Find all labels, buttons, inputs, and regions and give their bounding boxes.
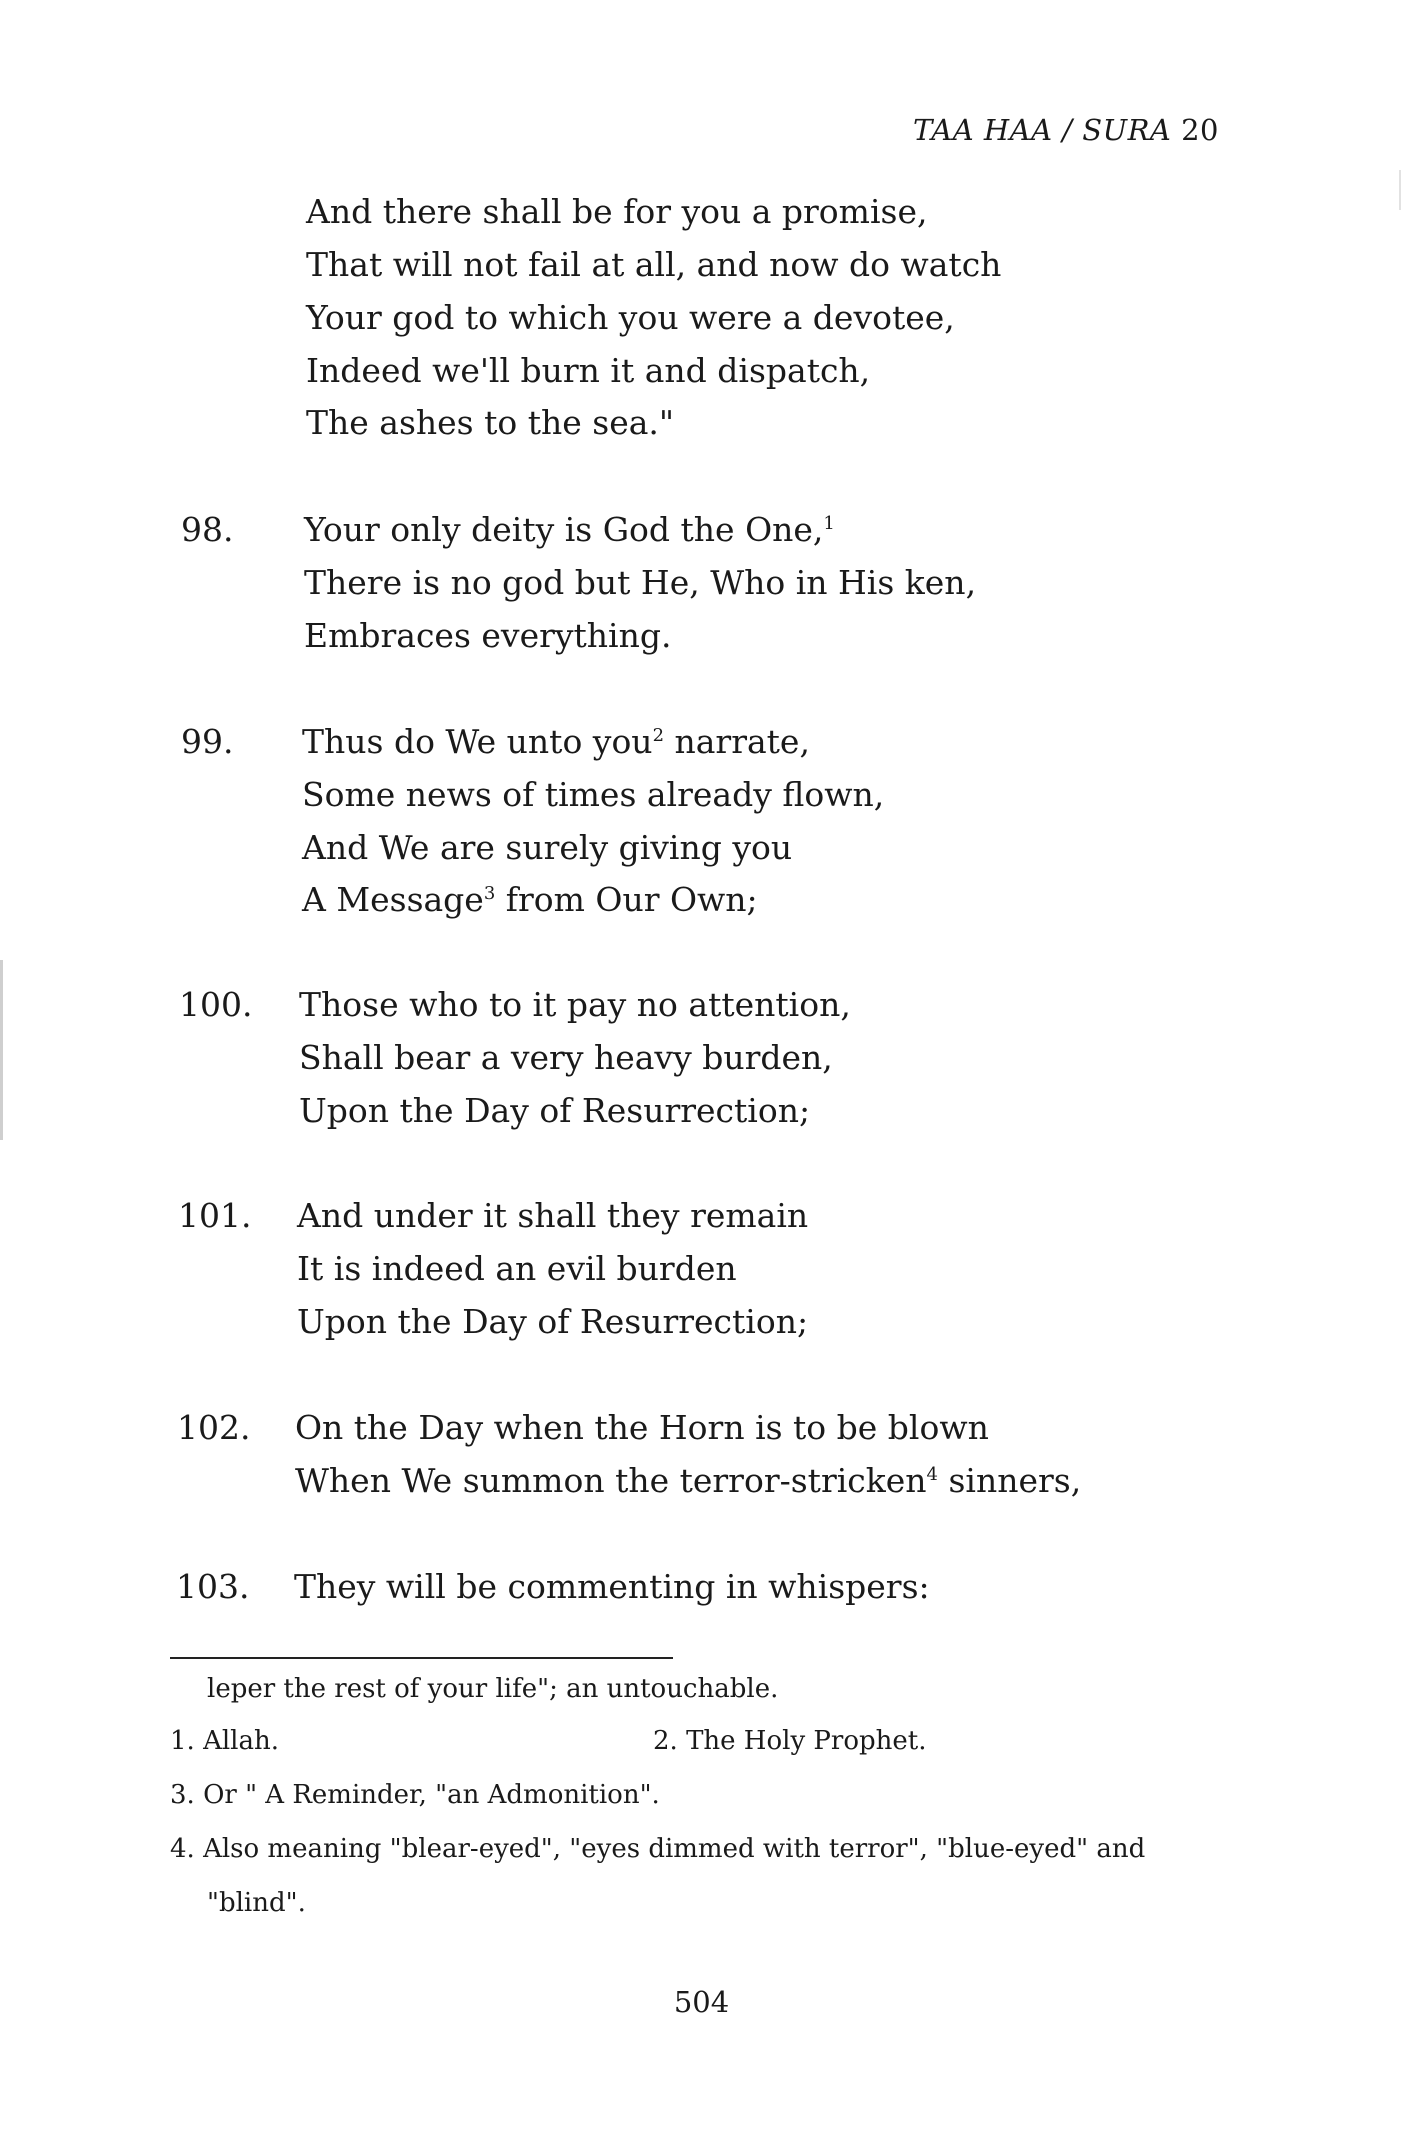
- footnote-1: 1. Allah.: [170, 1726, 279, 1756]
- verse-number: 103.: [176, 1567, 250, 1606]
- verse-text: narrate,: [664, 722, 810, 761]
- footnote-4-continuation: "blind".: [207, 1888, 306, 1918]
- footnote-ref: 3: [483, 883, 496, 904]
- verse-line: [304, 510, 835, 549]
- footnote-2: 2. The Holy Prophet.: [653, 1726, 927, 1756]
- verse-number: 102.: [177, 1408, 251, 1447]
- verse-line: [302, 722, 810, 761]
- verse-line: On the Day when the Horn is to be blown: [295, 1408, 989, 1447]
- verse-text: sinners,: [937, 1461, 1082, 1500]
- header-title: TAA HAA / SURA: [913, 113, 1172, 147]
- intro-line: That will not fail at all, and now do watch: [306, 245, 1002, 284]
- running-header: [913, 113, 1219, 147]
- verse-text: Your only deity is God the One,: [304, 510, 824, 549]
- header-sura-number: 20: [1181, 113, 1219, 147]
- scan-edge-mark: [1399, 170, 1401, 210]
- scan-edge-shadow: [0, 960, 3, 1140]
- verse-line: Upon the Day of Resurrection;: [297, 1302, 809, 1341]
- verse-line: There is no god but He, Who in His ken,: [304, 563, 977, 602]
- footnote-3: 3. Or " A Reminder, "an Admonition".: [170, 1780, 660, 1810]
- verse-line: [302, 880, 758, 919]
- verse-text: A Message: [302, 880, 484, 919]
- verse-line: Embraces everything.: [304, 616, 672, 655]
- verse-line: Shall bear a very heavy burden,: [299, 1038, 833, 1077]
- page-number: 504: [673, 1985, 730, 2019]
- verse-line: And under it shall they remain: [297, 1196, 809, 1235]
- verse-text: from Our Own;: [495, 880, 758, 919]
- verse-line: They will be commenting in whispers:: [294, 1567, 930, 1606]
- verse-text: Thus do We unto you: [302, 722, 653, 761]
- footnote-4: 4. Also meaning "blear-eyed", "eyes dimmed with terror", "blue-eyed" and: [170, 1834, 1146, 1864]
- footnote-ref: 4: [926, 1464, 938, 1485]
- verse-number: 99.: [181, 722, 234, 761]
- verse-line: Those who to it pay no attention,: [299, 985, 851, 1024]
- footnote-ref: 2: [652, 725, 665, 746]
- footnote-divider: [170, 1657, 673, 1659]
- verse-line: Some news of times already flown,: [302, 775, 885, 814]
- intro-line: And there shall be for you a promise,: [306, 192, 928, 231]
- verse-text: When We summon the terror-stricken: [295, 1461, 927, 1500]
- verse-line: And We are surely giving you: [302, 828, 793, 867]
- verse-line: It is indeed an evil burden: [297, 1249, 737, 1288]
- intro-line: The ashes to the sea.": [306, 403, 675, 442]
- footnote-ref: 1: [823, 513, 835, 534]
- verse-number: 100.: [179, 985, 253, 1024]
- verse-line: [295, 1461, 1081, 1500]
- verse-number: 101.: [178, 1196, 252, 1235]
- intro-line: Your god to which you were a devotee,: [306, 298, 955, 337]
- verse-number: 98.: [181, 510, 234, 549]
- footnote-continuation: leper the rest of your life"; an untouchable.: [207, 1674, 779, 1704]
- verse-line: Upon the Day of Resurrection;: [299, 1091, 811, 1130]
- intro-line: Indeed we'll burn it and dispatch,: [306, 351, 871, 390]
